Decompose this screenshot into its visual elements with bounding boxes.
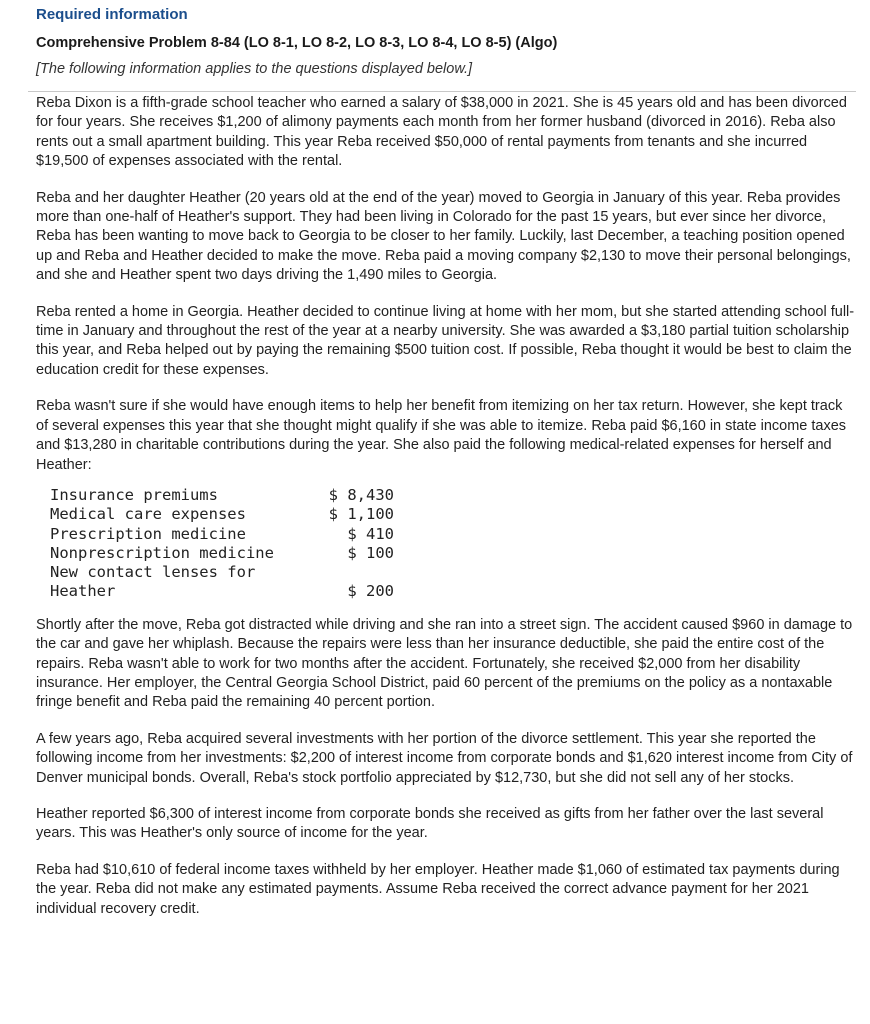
header-divider bbox=[28, 91, 856, 92]
table-row bbox=[50, 505, 394, 524]
expense-amount: $ 8,430 bbox=[328, 485, 394, 504]
expense-label: Nonprescription medicine bbox=[50, 543, 274, 562]
expense-label: New contact lenses for Heather bbox=[50, 563, 256, 601]
applies-note: [The following information applies to the questions displayed below.] bbox=[36, 61, 473, 77]
paragraph-investments: A few years ago, Reba acquired several investments with her portion of the divorce settlement. This year she reported the following income from her investments: $2,200 of interest income from corporate bonds and $1,620 interest income from City of Denver municipal bonds. Overall, Reba's stock portfolio appreciated by $12,730, but she did not sell any of her stocks. bbox=[36, 730, 853, 786]
required-information-heading: Required information bbox=[36, 6, 188, 23]
expense-label: Insurance premiums bbox=[50, 485, 218, 504]
expense-amount: $ 1,100 bbox=[328, 505, 394, 524]
medical-expenses-table bbox=[50, 486, 394, 602]
expense-label: Medical care expenses bbox=[50, 505, 246, 524]
paragraph-salary-alimony-rental: Reba Dixon is a fifth-grade school teacher who earned a salary of $38,000 in 2021. She is 45 years old and has been divorced for four years. She receives $1,200 of alimony payments each month from her former husband (divorced in 2016). Reba also rents out a small apartment building. This year Reba received $50,000 of rental payments from tenants and she incurred $19,500 of expenses associated with the rental. bbox=[36, 95, 847, 170]
paragraph-heather-income: Heather reported $6,300 of interest income from corporate bonds she received as gifts from her father over the last several years. This was Heather's only source of income for the year. bbox=[36, 805, 824, 842]
problem-title: Comprehensive Problem 8-84 (LO 8-1, LO 8-2, LO 8-3, LO 8-4, LO 8-5) (Algo) bbox=[36, 35, 558, 51]
paragraph-accident: Shortly after the move, Reba got distracted while driving and she ran into a street sign. The accident caused $960 in damage to the car and gave her whiplash. Because the repairs were less than her insurance deductible, she paid the entire cost of the repairs. Reba wasn't able to work for two months after the accident. Fortunately, she received $2,000 from her disability insurance. Her employer, the Central Georgia School District, paid 60 percent of the premiums on the policy as a nontaxable fringe benefit and Reba paid the remaining 40 percent portion. bbox=[36, 616, 853, 711]
table-row bbox=[50, 563, 394, 602]
table-row bbox=[50, 544, 394, 563]
paragraph-withholding: Reba had $10,610 of federal income taxes withheld by her employer. Heather made $1,060 of estimated tax payments during the year. Reba did not make any estimated payments. Assume Reba received the correct advance payment for her 2021 individual recovery credit. bbox=[36, 861, 840, 917]
table-row bbox=[50, 525, 394, 544]
expense-label: Prescription medicine bbox=[50, 524, 246, 543]
paragraph-move-to-georgia: Reba and her daughter Heather (20 years old at the end of the year) moved to Georgia in January of this year. Reba provides more than one-half of Heather's support. They had been living in Colorado for the past 15 years, but ever since her divorce, Reba has been wanting to move back to Georgia to be closer to her family. Luckily, last December, a teaching position opened up and Reba and Heather decided to make the move. Reba paid a moving company $2,130 to move their personal belongings, and she and Heather spent two days driving the 1,490 miles to Georgia. bbox=[36, 189, 851, 284]
expense-amount: $ 100 bbox=[347, 543, 394, 562]
expense-amount: $ 200 bbox=[347, 582, 394, 601]
paragraph-itemizing: Reba wasn't sure if she would have enough items to help her benefit from itemizing on her tax return. However, she kept track of several expenses this year that she thought might qualify if she was able to itemize. Reba paid $6,160 in state income taxes and $13,280 in charitable contributions during the year. She also paid the following medical-related expenses for herself and Heather: bbox=[36, 398, 847, 473]
expense-amount: $ 410 bbox=[347, 524, 394, 543]
table-row bbox=[50, 486, 394, 505]
paragraph-tuition: Reba rented a home in Georgia. Heather decided to continue living at home with her mom, but she started attending school full-time in January and throughout the rest of the year at a nearby university. She was awarded a $3,180 partial tuition scholarship this year, and Reba helped out by paying the remaining $500 tuition cost. If possible, Reba thought it would be best to claim the education credit for these expenses. bbox=[36, 303, 855, 378]
